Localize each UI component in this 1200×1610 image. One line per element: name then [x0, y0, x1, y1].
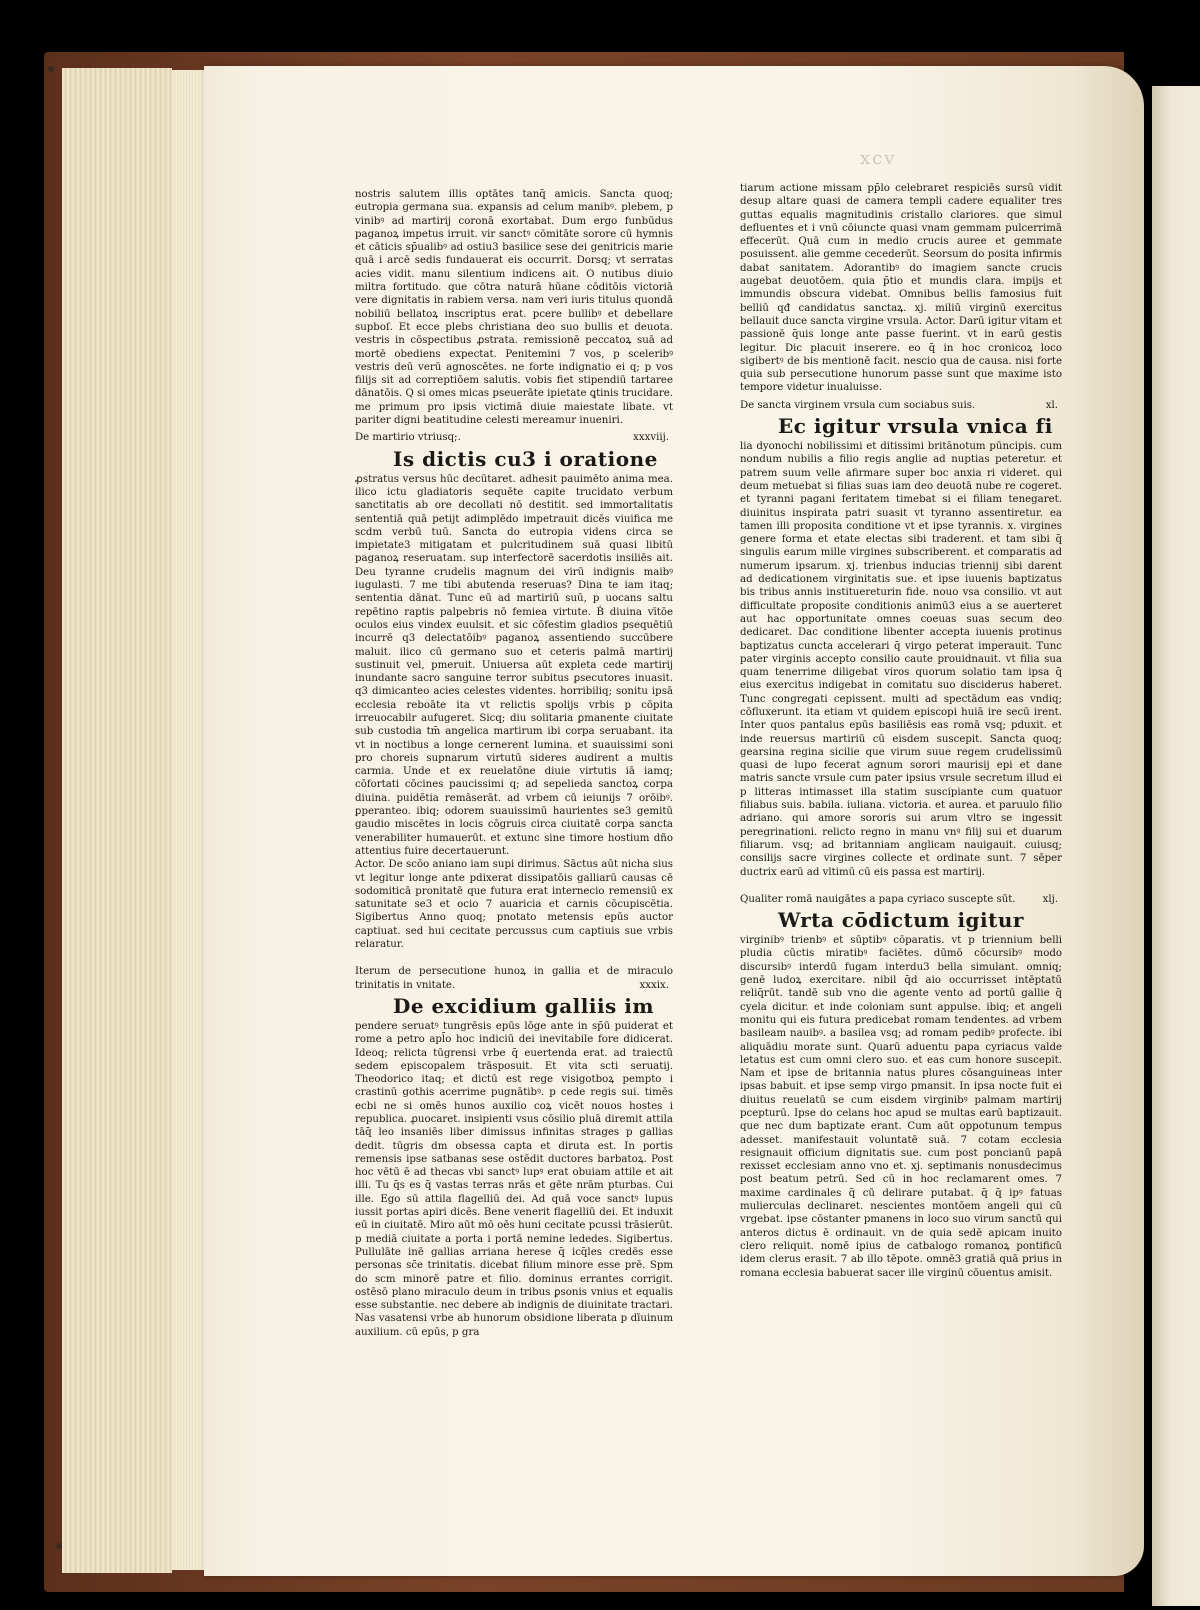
section-number: xl. — [1045, 399, 1058, 411]
section-number: xxxix. — [639, 979, 669, 991]
decorated-initial-line: De excidium galliis im — [393, 993, 655, 1018]
section-heading — [355, 965, 673, 992]
section-title: De sancta virginem vrsula cum sociabus suis. — [740, 399, 976, 411]
cover-nail — [56, 1543, 62, 1549]
section-number: xlj. — [1042, 893, 1058, 905]
section-heading — [740, 893, 1062, 906]
right-text-column — [740, 182, 1062, 1280]
decorated-initial-line: Is dictis cu3 i oratione — [393, 446, 658, 471]
section-title: Qualiter romā nauigātes a papa cyriaco suscepte sūt. — [740, 893, 1016, 905]
paragraph: pendere seruatꝰ tungrēsis epūs lōge ante in sp̄ū puiderat et rome a petro apl̄o hoc indiciū dei inevitabile fore didicerat. Ideoq; relicta tūgrensi vrbe q̄ euertenda erat. ad traiectū sedem episcopalem trāsposuit. Et vita scti seruatij. Theodorico itaq; et dictū est rege visigotboꝝ pempto i crastinū gothis acerrime pugnātibꝰ. p cede regis sui. timēs ecbi ne si omēs hunos auxilio coꝝ vicēt nouos hostes i republica. ꝓuocaret. insipienti vsus cōsilio pluā diremit attila tāq̄ leo insaniēs liber dimissus infinitas strages p gallias dedit. tūgris dm obsessa capta et diruta est. In portis remensis ipse satbanas sese ostēdit ductores barbatoꝝ. Post hoc vētū ē ad thecas vbi sanctꝰ lupꝰ erat obuiam attile et ait illi. Tu q̄s es q̄ vastas terras nrās et gēte nrām pturbas. Cui ille. Ego sū attila flagelliū dei. Ad quā voce sanctꝰ lupus iussit portas apiri dicēs. Bene venerit flagelliū dei. Et induxit eū in ciuitatē. Miro aūt mō oēs huni cecitate pcussi trāsierūt. p mediā ciuitate a porta i portā nemine lededes. Sigibertus. Pullulāte inē gallias arriana herese q̄ icq̄les credēs esse personas sc̄e trinitatis. dicebat filium minore esse prē. Spm do scm minorē patre et filio. dominus errantes corrigit. ostēsō plano miraculo deum in tribus ꝑsonis vnius et equalis esse substantie. nec debere ab indignis de diuinitate tractari. Nas vasatensi vrbe ab hunorum obsidione liberata p dīuinum auxilium. cū epūs, p gra — [355, 1020, 673, 1338]
paragraph: ꝓstratus versus hūc decūtaret. adhesit pauimēto anima mea. ilico ictu gladiatoris sequēte capite trucidato verbum sanctitatis ab ore decollati nō destitit. sed immortalitatis sententiā quā petijt adimplēdo impetrauit dicēs viuifica me scdm verbū tuū. Sancta do eutropia videns circa se impietate3 mitigatam et pulcritudinem suā quasi libitū paganoꝝ reseruatam. sup interfectorē sacerdotis insiliēs ait. Deu tyranne crudelis magnum dei virū indignis maibꝰ iugulasti. 7 me tibi abutenda reseruas? Dina te iam itaq; sententia dānat. Tunc eū ad martiriū suū, p uocans saltu repētino raptis palpebris nō femiea virtute. Ḃ diuina vītōe oculos eius vindex euulsit. et sic cōfestim gladios psequētiū incurrē q3 delectatōibꝰ paganoꝝ assentiendo succūbere maluit. ilico cū germano suo et ceteris palmā martirij sustinuit vel, pmeruit. Uniuersa aūt expleta cede martirij inundante sacro sanguine terror subitus ꝑsecutores inuasit. q3 dimicanteo acies celestes videntes. horribiliq; sonitu ipsā ecclesia reboāte ita vt relictis spolijs vrbis p cōpita irreuocabilr aufugeret. Sicq; diu solitaria ꝑmanente ciuitate sub custodia tm̄ angelica martirum ibi corpa seruabant. ita vt in noctibus a longe cernerent lumina. et suauissimi soni pro choreis supnarum virtutū sideres audirent a multis carmia. Unde et ex reuelatōne diuie virtutis iā iamq; cōfortati cōcines paucissimi q; ad sepelieda sanctoꝝ corpa diuina. puidētia remāserāt. ad vrbem cū ieiunijs 7 orōibꝰ. ꝑperanteo. ibiq; odorem suauissimū haurientes se3 gemitū gaudio miscētes in locis cōgruis circa ciuitatē corpa sancta venerabiliter humauerūt. et extunc sine timore hostium dño attentius fuire decertauerunt. — [355, 473, 673, 857]
section-heading — [355, 431, 673, 444]
paragraph: nostris salutem illis optātes tanq̄ amicis. Sancta quoq; eutropia germana sua. expansis ad celum manibꝰ. plebem, p vinibꝰ ad martirij coronā exortabat. Dum ergo funbūdus paganoꝝ impetus irruit. vir sanctꝰ cōmitāte sorore cū hymnis et cāticis sp̄ualibꝰ ad ostiu3 basilice sese dei genitricis marie quā i arcē sedis fundauerat eis occurrit. Dorsq; vt serratas acies vidit. manu silentium indicens ait. O nutibus diuio miltra fortitudo. que cōtra naturā hūane cōditōis victoriā vere dignitatis in rabiem versa. nam veri iuris titulus quondā nobiliū bellatoꝝ inscriptus erat. pcere bullibꝰ et debellare supboſ. Et ecce plebs christiana deo suo bullis et deuota. vestris in cōspectibus ꝓstrata. remissionē peccatoꝝ suā ad mortē obediens expectat. Penitemini 7 vos, p sceleribꝰ vestris deū verū agnoscētes. ne forte indignatio ei q; p vos filijs sit ad correptiōem salutis. vobis fiet stipendiū tartaree dānatōis. Q si omes micas pseuerāte ipietate ꝗtinis trucidare. me primum pro ipsis victimā diuie maiestate libate. vt pariter digni beatitudine celesti mereamur inueniri. — [355, 189, 673, 427]
cover-nail — [48, 66, 54, 72]
section-heading — [740, 399, 1062, 412]
decorated-initial-line: Wrta cōdictum igitur — [778, 908, 1024, 933]
section-number: xxxviij. — [633, 432, 669, 444]
paragraph: Actor. De scōo aniano iam supi dirimus. Sāctus aūt nicha sius vt legitur longe ante pdixerat dissipatōis galliarū causas cē sodomiticā pronitatē que futura erat internecio remensiū ex satunitate se3 et ocio 7 auaricia et carnis cōcupiscētia. Sigibertus Anno quoq; pnotato metensis epūs auctor captiuat. sed hui cecitate percussus cum captiuis sue vrbis relaratur. — [355, 859, 673, 951]
paragraph: virginibꝰ trienbꝰ et sūptibꝰ cōparatis. vt p triennium belli pludia cūctis miratibꝰ faciētes. dūmō cōcursibꝰ modo discursibꝰ interdū fugam interdu3 bella simulant. omniq; genē ludoꝝ exercitare. nibil q̄d aio occurrisset intēptatū reliq̄rūt. tandē sub vno die agente vento ad portū gallie q̄ cyela dicitur. et inde coloniam sunt appulse. ibiq; et angeli monitu qui eis futura predicebat romam tendentes. ad vrbem basileam nauibꝰ. a basilea vsq; ad romam pedibꝰ profecte. ibi aliquādiu morate sunt. Quarū aduentu papa cyriacus valde letatus est cum omni clero suo. et eas cum honore suscepit. Nam et ipse de britannia natus plures cōsanguineas inter ipsas babuit. et ipse semp virgo pmansit. In ipsa nocte fuit ei diuitus reuelatū se cum eisdem virginibꝰ palmam martirij pcepturū. Ipse do celans hoc apud se multas earū baptizauit. que nec dum baptizate erant. Cum aūt oppotunum tempus adesset. manifestauit voluntatē suā. 7 cotam ecclesia resignauit officium dignitatis sue. cum post poncianū papā rexisset ecclesiam anno vno et. xj. septimanis nonusdecimus post beatum petrū. Sed cū in hoc reclamarent omes. 7 maxime cardinales q̄ cū delirare putabat. q̄ q̄ ipꝰ fatuas mulierculas declinaret. nescientes montōem angeli qui cū vrgebat. ipse cōstanter pmanens in loco suo virum sanctū qui anteros dictus ē ordinauit. vn de quia sedē apicam inuito clero reliquit. nomē ipius de catbalogo romanoꝝ pontificū idem clerus erasit. 7 ab illo tēpote. omnē3 gratiā quā prius in romana ecclesia babuerat sacer ille virginū cōuentus amisit. — [740, 935, 1062, 1279]
decorated-initial-line: Ec igitur vrsula vnica fi — [778, 414, 1053, 439]
page-edges — [62, 68, 172, 1573]
running-head: xcv — [860, 148, 897, 169]
section-title: Iterum de persecutione hunoꝝ in gallia et de miraculo trinitatis in vnitate. — [355, 966, 673, 991]
facing-page-edge — [1152, 86, 1200, 1606]
left-text-column — [355, 188, 673, 1339]
section-title: De martirio vtriusq;. — [355, 432, 461, 444]
paragraph: tiarum actione missam pp̄lo celebraret respiciēs sursū vidit desup altare quasi de camera templi cadere equaliter tres guttas equalis magnitudinis cristallo clariores. que simul defluentes et i vnū cōiuncte quasi vnam gemmam pulcerrimā effecerūt. Quā cum in medio crucis auree et gemmate posuissent. alie gemme cecederūt. Seorsum do posita infirmis dabat sanitatem. Adorantibꝰ do imagiem sancte crucis augebat deuotōem. quia p̄tio et mundis clara. impijs et immundis obscura videbat. Omnibus bellis famosius fuit belliū qđ candidatus sanctaꝝ. xj. miliū virginū exercitus bellauit duce sancta virgine vrsula. Actor. Darū igitur vitam et passionē q̄uis longe ante passe fuerint. vt in earū gestis legitur. Dic placuit inserere. eo q̄ in hoc cronicoꝝ loco sigibertꝰ de bis mentionē facit. nescio qua de causa. nisi forte quia sub persecutione hunorum passe sunt que maxime isto tempore videtur inualuisse. — [740, 183, 1062, 394]
paragraph: lia dyonochi nobilissimi et ditissimi britānotum pūncipis. cum nondum nubilis a filio regis anglie ad nuptias peteretur. et patrem suum velle afirmare super boc anxia ri videret. qui deum metuebat si filias suas iam deo deuotā nube re cogeret. et tyranni pagani feritatem timebat si ei filiam tenegaret. diuinitus inspirata patri suasit vt tyranno assentiretur. ea tamen illi proposita conditione vt et ipse tyrannis. x. virgines genere forma et etate electas sibi traderent. et tam sibi q̄ singulis earum mille virgines subscriberent. et comparatis ad numerum ipsarum. xj. trienbus inducias triennij sibi darent ad dedicationem virginitatis sue. et ipse iuuenis baptizatus bis tribus annis instituereturin fide. nouo vsa consilio. vt aut difficultate proposite conditionis animū3 eius a se auerteret aut hac opportunitate omnes coeuas suas secum deo dedicaret. Dac conditione libenter accepta iuuenis protinus baptizatus cuncta accelerari q̄ virgo peterat imperauit. Tunc pater virginis accepto consilio caute prouidnauit. vt filia sua quam tenerrime diligebat viros quorum solatio tam ipsa q̄ eius exercitus indigebat in comitatu suo disciderus haberet. Tunc congregati cepissent. multi ad spectādum eas vndiq; cōfluxerunt. ita etiam vt quidem episcopi huiā ire secū irent. Inter quos pantalus epūs basiliēsis eas romā vsq; pduxit. et inde reuersus martiriū cū eisdem suscepit. Sancta quoq; gearsina regina sicilie que virum suue regem crudelissimū quasi de lupo fecerat agnum sorori maurisij epi et dane matris sancte vrsule cum pater ipsius vrsule secretum illud ei p litteras intimasset illa statim suscipiante cum quatuor filiabus suis. babila. iuliana. victoria. et aurea. et paruulo filio adriano. qui amore sororis sui arum vltro se ingessit peregrinationi. relicto regno in manu vnꝰ filij sui et duarum filiarum. vsq; ad britanniam anglicam nauigauit. cuiusq; consilijs sacre virgines collecte et ordinate sunt. 7 sēper ductrix earū ad vltimū cū eis passa est martirij. — [740, 441, 1062, 878]
